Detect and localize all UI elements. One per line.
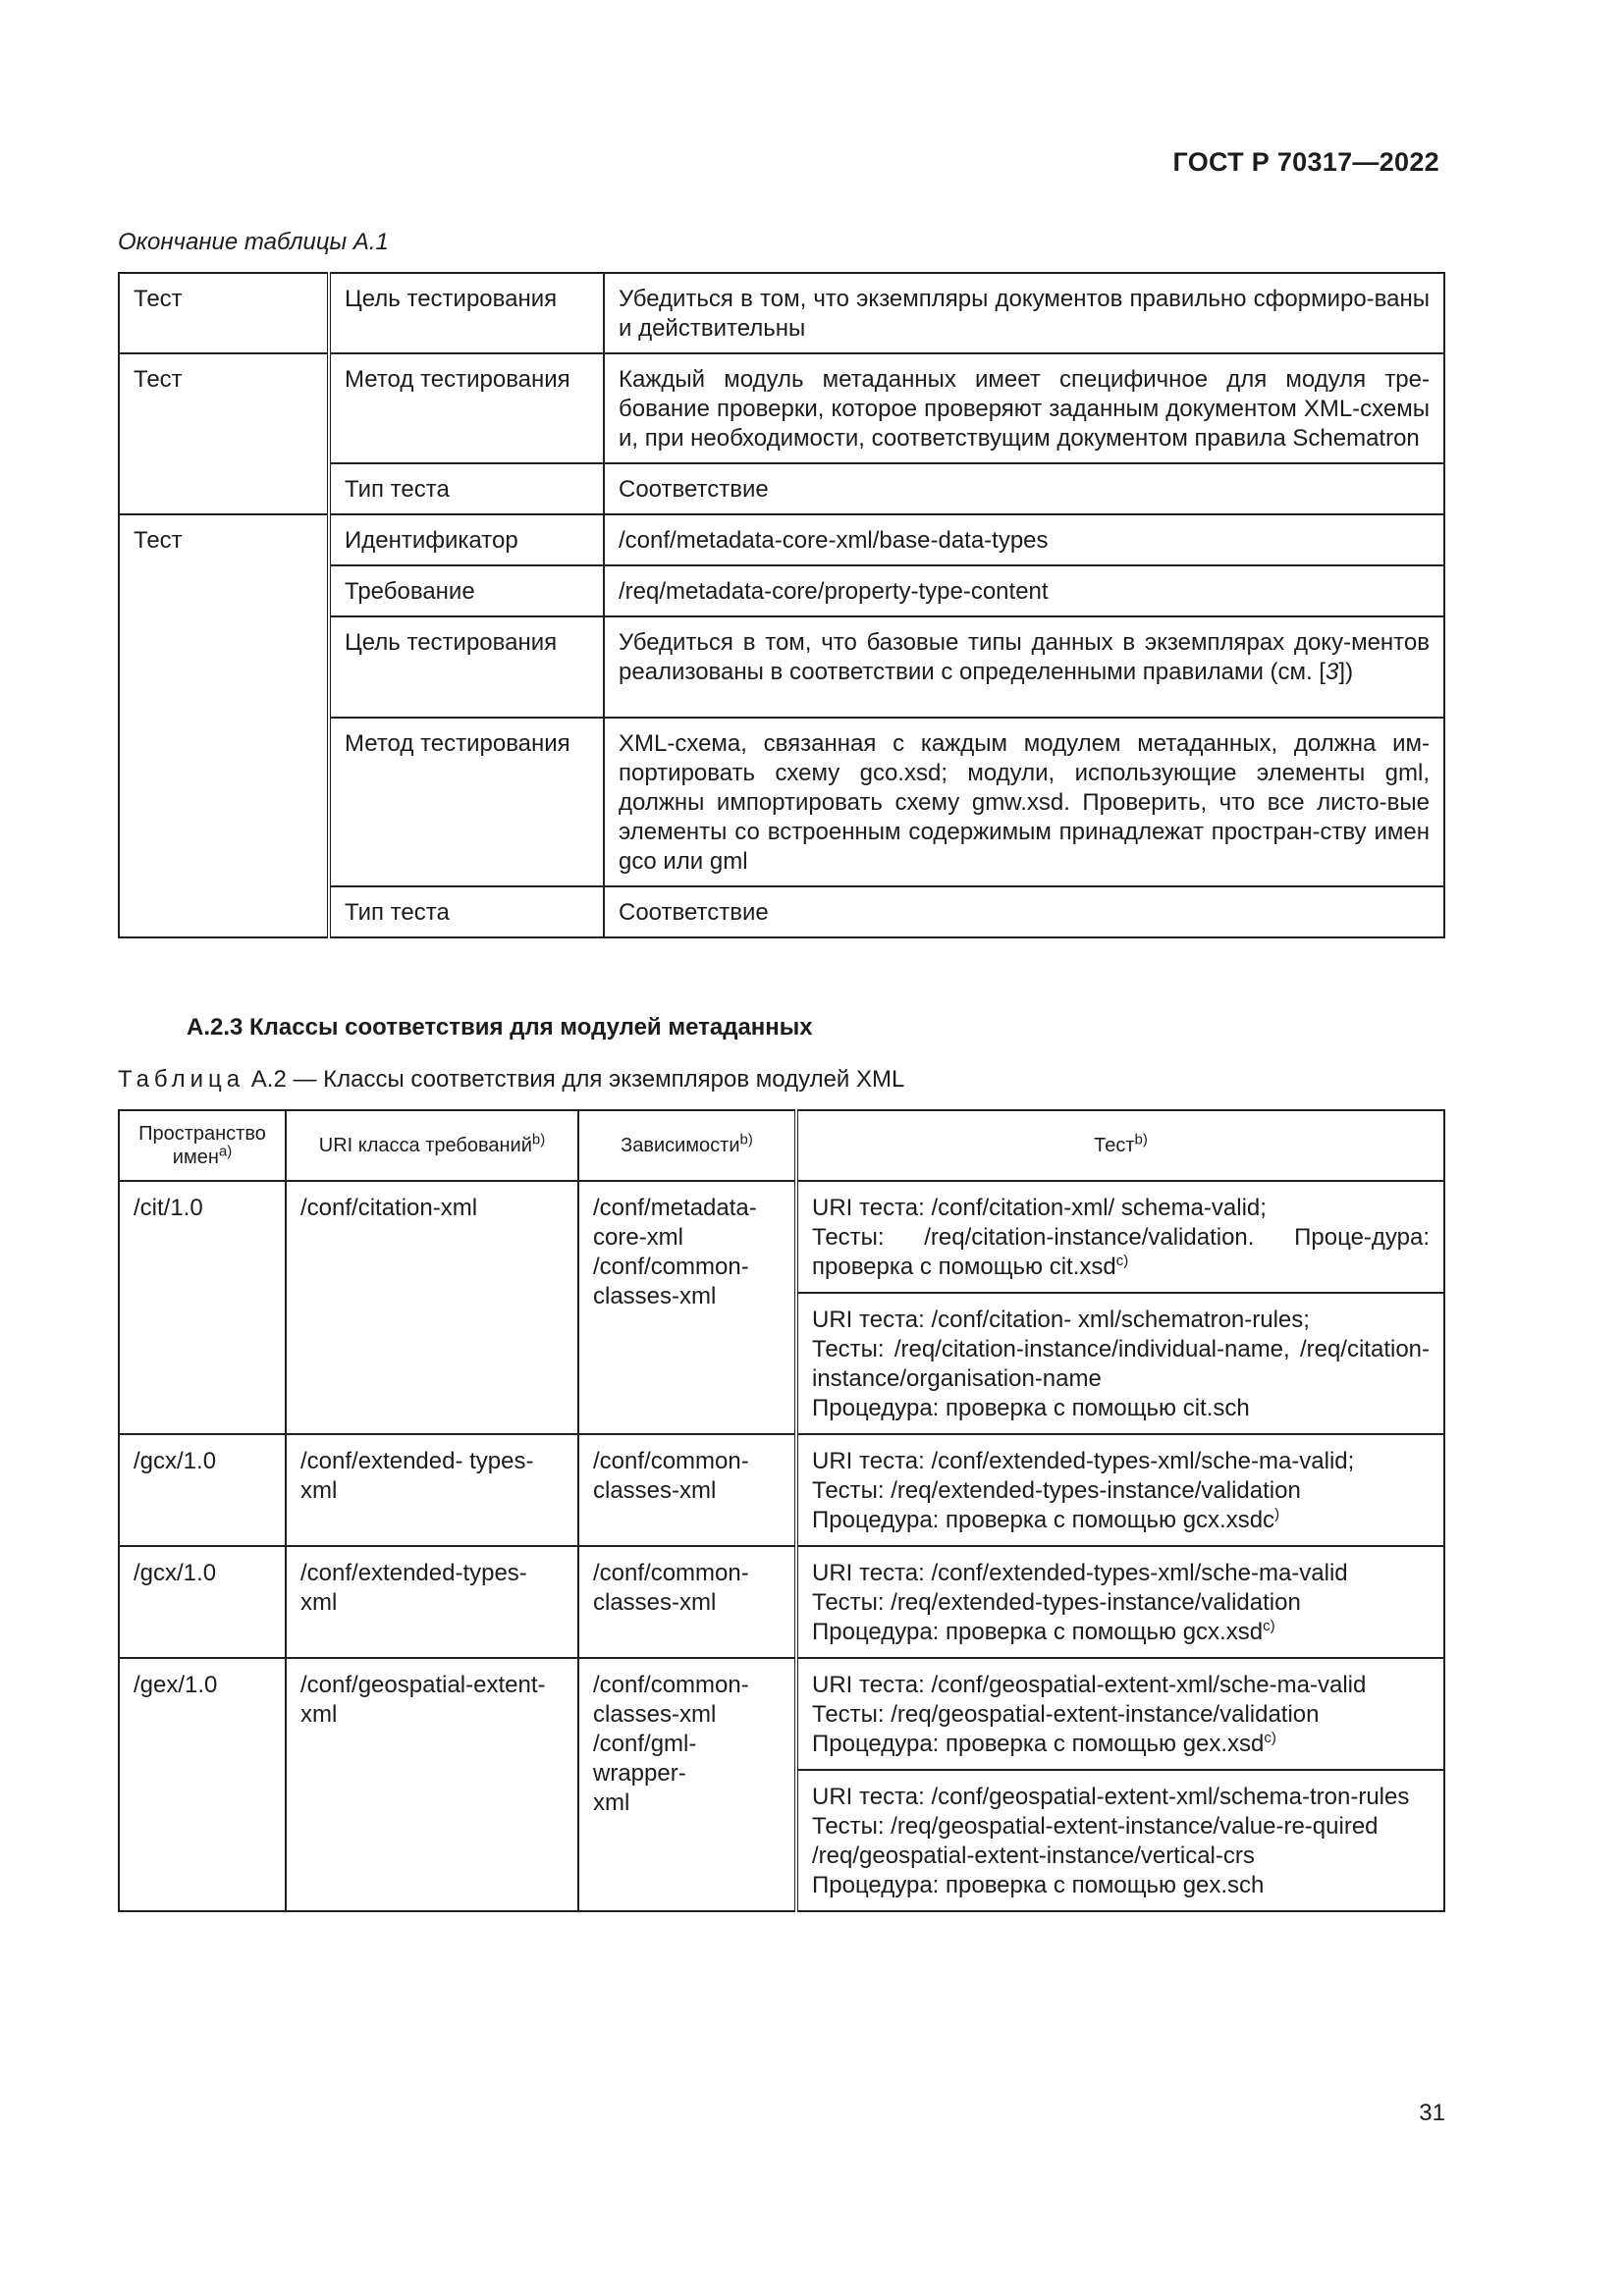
document-code: ГОСТ Р 70317—2022 [1172, 147, 1439, 177]
table-cell: Тип теста [329, 463, 604, 514]
table-cell [796, 1293, 1444, 1434]
table-cell: /gex/1.0 [119, 1658, 286, 1911]
table-cell: XML-схема, связанная с каждым модулем метаданных, должна им-портировать схему gco.xsd; модули, использующие элементы gml, должны импортировать схему gmw.xsd. Проверить, что все листо-вые элементы со встроенным содержимым принадлежат простран-ству имен gco или gml [604, 718, 1444, 886]
header-text: Тест [1094, 1135, 1135, 1156]
header-test [796, 1110, 1444, 1181]
footnote-mark: b) [531, 1131, 546, 1148]
page-number: 31 [1419, 2100, 1445, 2126]
table-cell: /gcx/1.0 [119, 1434, 286, 1546]
table-cell [604, 616, 1444, 718]
test-text: Процедура: проверка с помощью cit.sch [812, 1395, 1250, 1421]
test-text: Тесты: /req/citation-instance/validation. Проце-дура: проверка с помощью cit.xsd [812, 1224, 1430, 1280]
table-cell [796, 1658, 1444, 1770]
header-text: Зависимости [621, 1135, 740, 1156]
table-a1-end [118, 272, 1445, 938]
table-cell [578, 1546, 796, 1658]
table-cell: Тест [119, 273, 329, 353]
test-text: Тесты: /req/geospatial-extent-instance/value-re-quired [812, 1813, 1379, 1840]
section-heading: А.2.3 Классы соответствия для модулей метаданных [187, 1014, 813, 1041]
test-text: Процедура: проверка с помощью gex.sch [812, 1872, 1265, 1898]
table-header-row [119, 1110, 1444, 1181]
test-text: URI теста: /conf/extended-types-xml/sche-ma-valid; [812, 1448, 1355, 1474]
table-cell: /conf/citation-xml [286, 1181, 578, 1434]
table-cell: /conf/geospatial-extent-xml [286, 1658, 578, 1911]
test-text: Тесты: /req/extended-types-instance/validation [812, 1589, 1301, 1616]
dependency-text: classes-xml [593, 1477, 717, 1504]
table-cell: Метод тестирования [329, 353, 604, 463]
dependency-text: core-xml [593, 1224, 684, 1251]
footnote-mark: b) [1134, 1131, 1148, 1148]
cell-text: Убедиться в том, что базовые типы данных в экземплярах доку-ментов реализованы в соответствии с определенными правилами (см. [ [619, 629, 1430, 685]
table-row [119, 273, 1444, 353]
header-uri [286, 1110, 578, 1181]
header-namespace [119, 1110, 286, 1181]
header-text: URI класса требований [318, 1135, 532, 1156]
header-deps [578, 1110, 796, 1181]
table-a2 [118, 1109, 1445, 1912]
table-row [119, 1181, 1444, 1293]
table-cell: /req/metadata-core/property-type-content [604, 565, 1444, 616]
footnote-mark: a) [218, 1143, 233, 1160]
table-cell: Цель тестирования [329, 273, 604, 353]
table-cell: Требование [329, 565, 604, 616]
caption-text: А.2 — Классы соответствия для экземпляров модулей XML [250, 1066, 905, 1093]
table1-caption: Окончание таблицы А.1 [118, 229, 389, 255]
table-cell [796, 1770, 1444, 1911]
footnote-mark: c) [1115, 1253, 1129, 1269]
dependency-text: /conf/gml-wrapper- [593, 1731, 697, 1787]
table-row [119, 1658, 1444, 1770]
table-cell: /cit/1.0 [119, 1181, 286, 1434]
dependency-text: xml [593, 1789, 630, 1816]
table-cell [578, 1181, 796, 1434]
footnote-mark: c) [1263, 1618, 1275, 1634]
cell-text: ]) [1338, 659, 1354, 685]
table-cell: Метод тестирования [329, 718, 604, 886]
dependency-text: /conf/common- [593, 1448, 749, 1474]
test-text: Процедура: проверка с помощью gex.xsd [812, 1731, 1265, 1757]
table-cell [796, 1181, 1444, 1293]
test-text: Тесты: /req/geospatial-extent-instance/validation [812, 1701, 1320, 1728]
table-row [119, 353, 1444, 463]
table-cell: Убедиться в том, что экземпляры документов правильно сформиро-ваны и действительны [604, 273, 1444, 353]
table-cell: Тип теста [329, 886, 604, 937]
table-cell [796, 1434, 1444, 1546]
table-cell [578, 1434, 796, 1546]
test-text: Тесты: /req/extended-types-instance/validation [812, 1477, 1301, 1504]
table-cell: Цель тестирования [329, 616, 604, 718]
table-cell: Соответствие [604, 886, 1444, 937]
table2-caption [118, 1066, 904, 1094]
table-cell: /conf/extended- types-xml [286, 1434, 578, 1546]
table-cell: Каждый модуль метаданных имеет специфичное для модуля тре-бование проверки, которое проверяют заданным документом XML-схемы и, при необходимости, соответствущим документом правила Schematron [604, 353, 1444, 463]
footnote-mark: c) [1264, 1730, 1276, 1746]
test-text: Тесты: /req/citation-instance/individual-name, /req/citation-instance/organisation-name [812, 1336, 1430, 1392]
dependency-text: /conf/common- [593, 1560, 749, 1586]
footnote-mark: b) [739, 1131, 753, 1148]
table-row [119, 1434, 1444, 1546]
table-row [119, 1546, 1444, 1658]
dependency-text: classes-xml [593, 1589, 717, 1616]
test-text: URI теста: /conf/citation-xml/ schema-valid; [812, 1195, 1267, 1221]
table-cell: Соответствие [604, 463, 1444, 514]
test-text: /req/geospatial-extent-instance/vertical-crs [812, 1842, 1255, 1869]
test-text: Процедура: проверка с помощью gcx.xsdc [812, 1507, 1275, 1533]
dependency-text: /conf/common- [593, 1672, 749, 1698]
caption-prefix: Таблица [118, 1066, 245, 1093]
test-text: URI теста: /conf/extended-types-xml/sche-ma-valid [812, 1560, 1348, 1586]
table-cell: /gcx/1.0 [119, 1546, 286, 1658]
table-cell: Идентификатор [329, 514, 604, 565]
test-text: Процедура: проверка с помощью gcx.xsd [812, 1619, 1264, 1645]
reference-number: 3 [1326, 659, 1339, 685]
test-text: URI теста: /conf/geospatial-extent-xml/schema-tron-rules [812, 1784, 1410, 1810]
table-row [119, 514, 1444, 565]
dependency-text: classes-xml [593, 1283, 717, 1309]
table-cell: Тест [119, 514, 329, 937]
table-cell [578, 1658, 796, 1911]
test-text: URI теста: /conf/geospatial-extent-xml/sche-ma-valid [812, 1672, 1367, 1698]
table-cell: /conf/extended-types-xml [286, 1546, 578, 1658]
header-text: имен [172, 1147, 219, 1168]
dependency-text: classes-xml [593, 1701, 717, 1728]
dependency-text: /conf/metadata- [593, 1195, 757, 1221]
table-cell: /conf/metadata-core-xml/base-data-types [604, 514, 1444, 565]
test-text: URI теста: /conf/citation- xml/schematron-rules; [812, 1307, 1310, 1333]
dependency-text: /conf/common- [593, 1254, 749, 1280]
table-cell [796, 1546, 1444, 1658]
footnote-mark: ) [1274, 1506, 1280, 1522]
table-cell: Тест [119, 353, 329, 514]
header-text: Пространство [138, 1123, 266, 1145]
